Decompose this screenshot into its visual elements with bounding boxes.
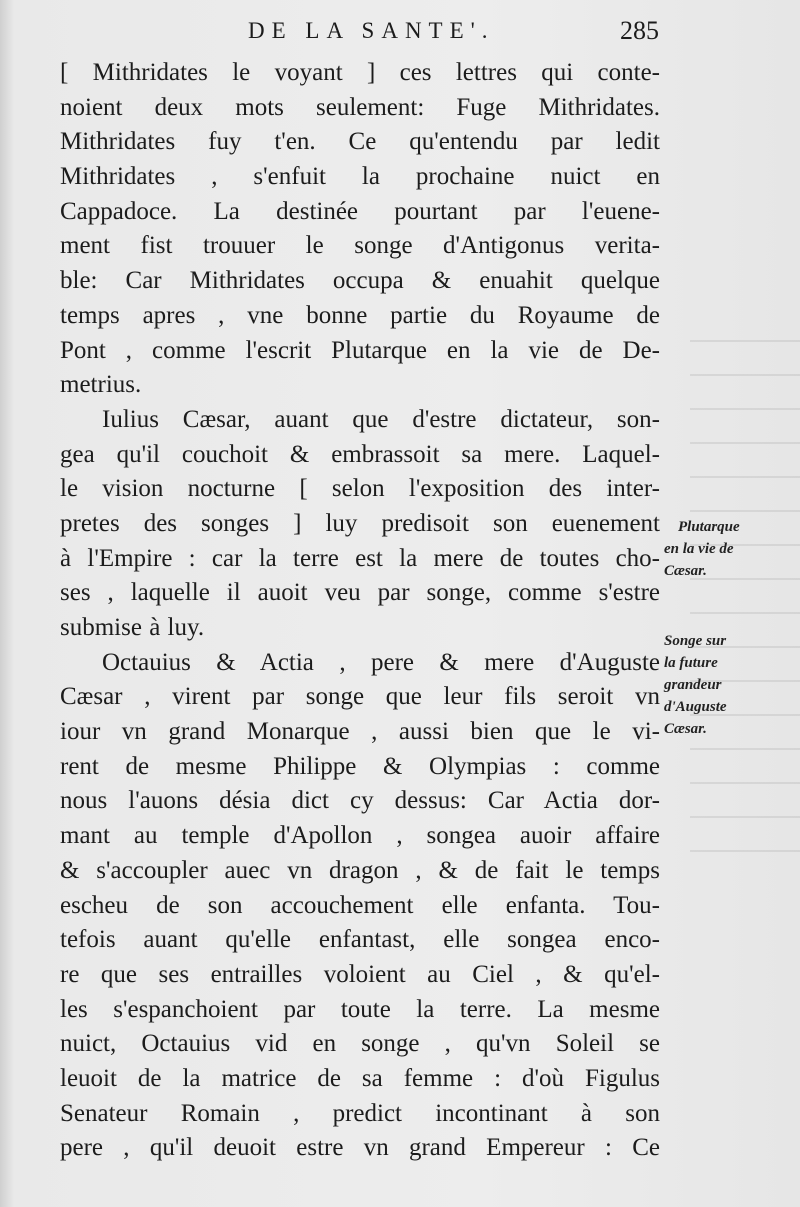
paragraph-start-line: Iulius Cæsar, auant que d'estre dictateur, son-	[102, 405, 660, 433]
text-line: Mithridates , s'enfuit la prochaine nuict en	[60, 163, 660, 191]
text-line: gea qu'il couchoit & embrassoit sa mere. Laquel-	[60, 440, 660, 468]
text-line: submise à luy.	[60, 614, 205, 641]
text-line: re que ses entrailles voloient au Ciel , & qu'el-	[60, 960, 660, 988]
text-line: mant au temple d'Apollon , songea auoir affaire	[60, 822, 660, 850]
page-number: 285	[620, 16, 659, 45]
text-line: rent de mesme Philippe & Olympias : comme	[60, 752, 660, 780]
text-line: nuict, Octauius vid en songe , qu'vn Soleil se	[60, 1030, 660, 1058]
margin-note-songe	[664, 630, 796, 740]
text-line: [ Mithridates le voyant ] ces lettres qui conte-	[60, 59, 660, 86]
text-line: metrius.	[60, 371, 142, 399]
body-text	[60, 56, 660, 1166]
text-line: leuoit de la matrice de sa femme : d'où Figulus	[60, 1064, 660, 1092]
text-line: Cappadoce. La destinée pourtant par l'euene-	[60, 197, 660, 225]
text-line: escheu de son accouchement elle enfanta. Tou-	[60, 891, 660, 919]
text-line: nous l'auons désia dict cy dessus: Car Actia dor-	[60, 787, 660, 815]
margin-note-line: Songe sur	[664, 633, 727, 649]
margin-note-line: la future	[664, 655, 718, 671]
text-line: pere , qu'il deuoit estre vn grand Empereur : Ce	[60, 1134, 660, 1162]
text-line: & s'accoupler auec vn dragon , & de fait le temps	[60, 856, 660, 884]
text-line: temps apres , vne bonne partie du Royaume de	[60, 301, 660, 329]
text-line: à l'Empire : car la terre est la mere de toutes cho-	[60, 544, 660, 572]
margin-note-line: en la vie de	[664, 541, 734, 557]
margin-note-line: grandeur	[664, 677, 722, 693]
running-head: DE LA SANTE'.	[248, 18, 495, 43]
text-line: Cæsar , virent par songe que leur fils seroit vn	[60, 683, 660, 711]
text-line: iour vn grand Monarque , aussi bien que le vi-	[60, 718, 660, 746]
margin-note-line: Plutarque	[678, 519, 740, 535]
text-line: Senateur Romain , predict incontinant à son	[60, 1099, 660, 1127]
text-line: pretes des songes ] luy predisoit son euenement	[60, 509, 660, 537]
text-line: noient deux mots seulement: Fuge Mithridates.	[60, 93, 660, 121]
text-line: le vision nocturne [ selon l'exposition des inter-	[60, 475, 660, 503]
margin-note-line: Cæsar.	[664, 721, 707, 737]
text-line: ble: Car Mithridates occupa & enuahit quelque	[60, 267, 660, 295]
text-line: les s'espanchoient par toute la terre. La mesme	[60, 995, 660, 1023]
margin-note-plutarque	[664, 516, 796, 582]
text-line: Pont , comme l'escrit Plutarque en la vie de De-	[60, 336, 660, 364]
margin-note-line: d'Auguste	[664, 699, 727, 715]
paragraph-start-line: Octauius & Actia , pere & mere d'Auguste	[102, 648, 660, 676]
margin-note-line: Cæsar.	[664, 563, 707, 579]
text-line: Mithridates fuy t'en. Ce qu'entendu par ledit	[60, 128, 660, 156]
bleed-through-shadow	[690, 340, 800, 860]
text-line: ment fist trouuer le songe d'Antigonus verita-	[60, 232, 660, 260]
text-line: ses , laquelle il auoit veu par songe, comme s'estre	[60, 579, 660, 607]
text-line: tefois auant qu'elle enfantast, elle songea enco-	[60, 926, 660, 954]
